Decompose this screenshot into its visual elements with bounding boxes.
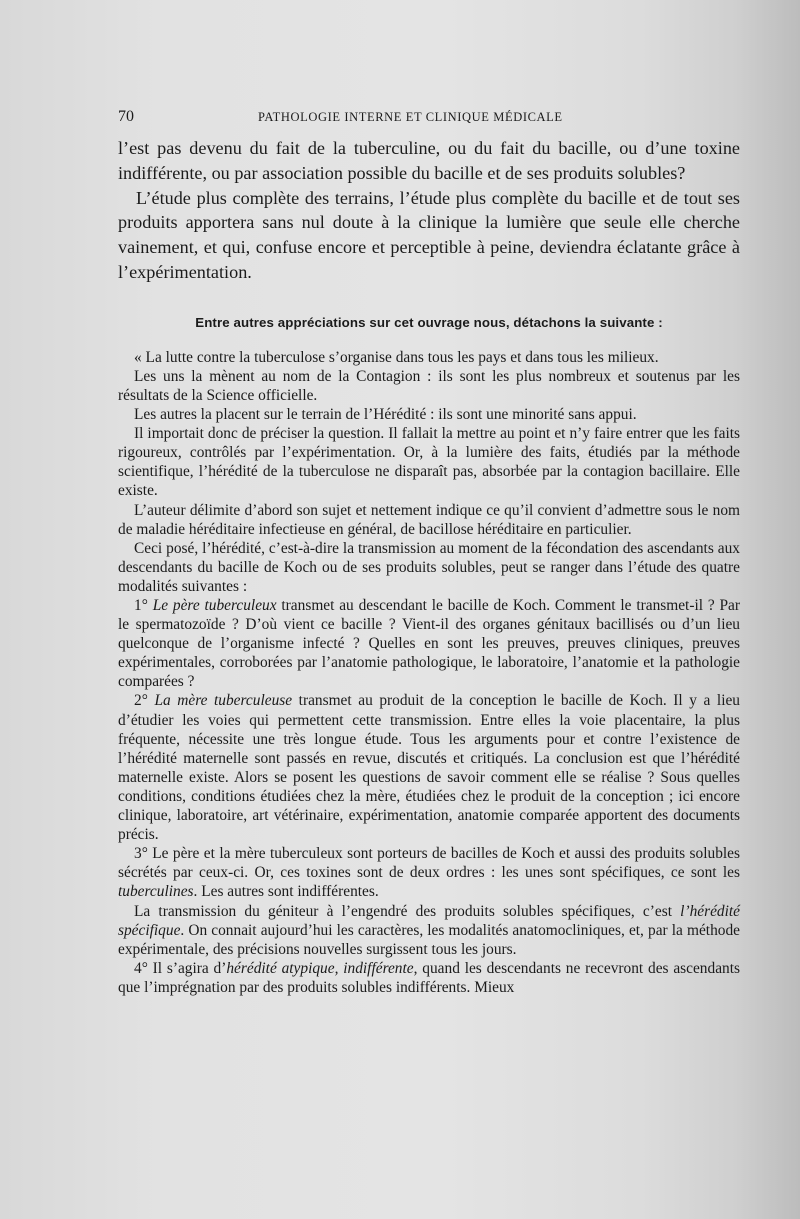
review-paragraph: [118, 691, 740, 844]
page-number: 70: [118, 108, 134, 125]
lead-paragraph: l’est pas devenu du fait de la tuberculine, ou du fait du bacille, ou d’une toxine indifférente, ou par association possible du bacille et de ses produits solubles?: [118, 138, 740, 183]
review-paragraph: Ceci posé, l’hérédité, c’est-à-dire la transmission au moment de la fécondation des ascendants aux descendants du bacille de Koch ou de ses produits solubles, peut se ranger dans l’étude des quatre modalités suivantes :: [118, 539, 740, 595]
page-header: [118, 108, 740, 130]
italic-term: hérédité atypique, indifférente: [226, 959, 414, 977]
review-paragraph: « La lutte contre la tuberculose s’organise dans tous les pays et dans tous les milieux.: [134, 348, 659, 366]
italic-term: La mère tuberculeuse: [154, 692, 293, 710]
review-paragraph: Les autres la placent sur le terrain de l’Hérédité : ils sont une minorité sans appui.: [134, 406, 637, 424]
review-paragraph: [118, 596, 740, 691]
paragraph-text: . On connait aujourd’hui les caractères, les modalités anatomocliniques, et, par la méthode expérimentale, des précisions nouvelles surgissent tous les jours.: [118, 921, 740, 958]
item-number: 1°: [134, 597, 148, 614]
italic-term: tuberculines: [118, 883, 194, 901]
item-number: 2°: [134, 692, 148, 710]
paragraph-text: transmet au descendant le bacille de Koch. Comment le transmet-il ? Par le spermatozoïde ? D’où vient ce bacille ? Vient-il des organes génitaux bacillisés ou d’un lieu quelconque de l’organisme infecté ? Quelles en sont les preuves, preuves cliniques, preuves expérimentales, corroborées par l’anatomie pathologique, le laboratoire, l’anatomie et la pathologie comparées ?: [118, 597, 740, 691]
paragraph-text: 3° Le père et la mère tuberculeux sont porteurs de bacilles de Koch et aussi des produits solubles sécrétés par ceux-ci. Or, ces toxines sont de deux ordres : les unes sont spécifiques, ce sont les: [118, 845, 740, 882]
review-paragraph: [118, 844, 740, 901]
running-title: PATHOLOGIE INTERNE ET CLINIQUE MÉDICALE: [258, 110, 563, 124]
review-paragraph: Il importait donc de préciser la question. Il fallait la mettre au point et n’y faire entrer que les faits rigoureux, contrôlés par l’expérimentation. Or, à la lumière des faits, étudiés par la méthode scientifique, l’hérédité de la tuberculose ne disparaît pas, absorbée par la contagion bacillaire. Elle existe.: [118, 425, 740, 500]
paragraph-text: 4° Il s’agira d’: [134, 959, 227, 977]
section-heading: Entre autres appréciations sur cet ouvrage nous, détachons la suivante :: [195, 314, 663, 330]
italic-term: Le père tuberculeux: [152, 597, 277, 614]
review-paragraph: [118, 902, 740, 959]
review-paragraph: [118, 959, 740, 997]
review-paragraph: L’auteur délimite d’abord son sujet et nettement indique ce qu’il convient d’admettre sous le nom de maladie héréditaire infectieuse en général, de bacillose héréditaire en particulier.: [118, 501, 740, 538]
paragraph-text: La transmission du géniteur à l’engendré des produits solubles spécifiques, c’est: [134, 902, 672, 920]
review-quote: [118, 348, 740, 997]
paragraph-text: transmet au produit de la conception le bacille de Koch. Il y a lieu d’étudier les voies qui permettent cette transmission. Entre elles la voie placentaire, la plus fréquente, nécessite une très longue étude. Tous les arguments pour et contre l’existence de l’hérédité maternelle sont passés en revue, discutés et critiqués. La conclusion est que l’hérédité maternelle existe. Alors se posent les questions de savoir comment elle se réalise ? Sous quelles conditions, conditions étudiées chez la mère, étudiées chez le produit de la conception ; ici encore clinique, laboratoire, art vétérinaire, expérimentation, anatomie comparée apportent des documents précis.: [118, 692, 740, 844]
italic-term: l’hérédité spécifique: [118, 902, 740, 939]
lead-text: [118, 136, 740, 285]
review-paragraph: Les uns la mènent au nom de la Contagion : ils sont les plus nombreux et soutenus par les résultats de la Science officielle.: [118, 367, 740, 404]
lead-paragraph: L’étude plus complète des terrains, l’étude plus complète du bacille et de tout ses produits apportera sans nul doute à la clinique la lumière que seule elle cherche vainement, et qui, confuse encore et perceptible à peine, deviendra éclatante grâce à l’expérimentation.: [118, 187, 740, 282]
paragraph-text: , quand les descendants ne recevront des ascendants que l’imprégnation par des produits solubles indifférents. Mieux: [118, 959, 740, 996]
paragraph-text: . Les autres sont indifférentes.: [193, 883, 379, 901]
book-page: [118, 108, 740, 997]
